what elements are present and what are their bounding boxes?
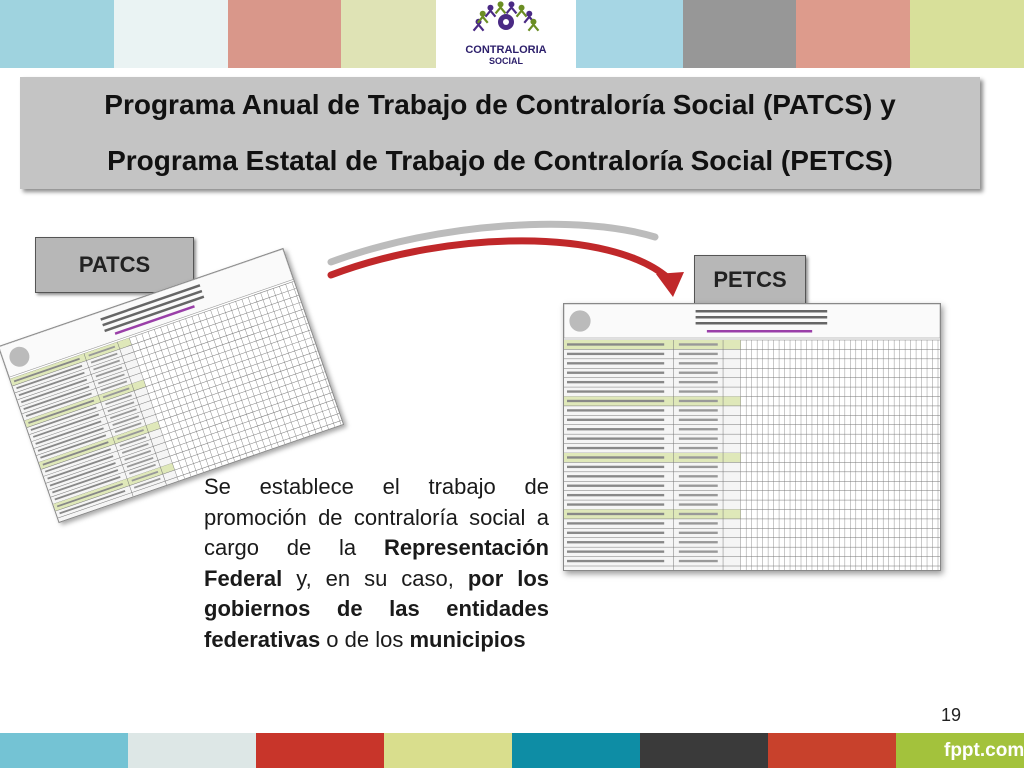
row-text-line xyxy=(679,541,718,543)
stripe-segment xyxy=(640,733,768,768)
row-text-line xyxy=(567,353,664,355)
row-text-line xyxy=(567,522,664,524)
footer-color-stripe xyxy=(0,733,1024,768)
body-segment-2: Representación Federal xyxy=(204,535,549,591)
row-text-line xyxy=(567,372,664,374)
row-text-line xyxy=(567,503,664,505)
row-text-line xyxy=(567,428,664,430)
row-text-line xyxy=(679,466,718,468)
stripe-segment xyxy=(128,733,256,768)
row-text-line xyxy=(567,343,664,345)
row-text-line xyxy=(679,437,718,439)
description-paragraph xyxy=(204,472,549,655)
row-text-line xyxy=(679,372,718,374)
header-text-line xyxy=(696,310,828,313)
row-text-line xyxy=(567,409,664,411)
row-text-line xyxy=(679,381,718,383)
header-text-line xyxy=(696,316,828,319)
row-text-line xyxy=(679,532,718,534)
stripe-segment xyxy=(768,733,896,768)
row-text-line xyxy=(679,485,718,487)
row-text-line xyxy=(679,419,718,421)
logo-line2: SOCIAL xyxy=(488,56,524,66)
header-accent-line xyxy=(707,330,812,333)
row-text-line xyxy=(679,409,718,411)
row-text-line xyxy=(567,390,664,392)
body-segment-1: Se establece el trabajo de promoción de contraloría social a cargo de la xyxy=(204,474,549,560)
row-text-line xyxy=(679,353,718,355)
row-text-line xyxy=(567,437,664,439)
stripe-segment xyxy=(256,733,384,768)
row-text-line xyxy=(567,362,664,364)
body-segment-5: o de los xyxy=(320,626,410,652)
patcs-label: PATCS xyxy=(35,237,194,293)
sheet-header xyxy=(564,304,940,338)
row-text-line xyxy=(567,456,664,458)
row-text-line xyxy=(567,513,664,515)
row-text-line xyxy=(567,494,664,496)
row-text-line xyxy=(679,503,718,505)
row-text-line xyxy=(567,550,664,552)
row-text-line xyxy=(679,390,718,392)
body-segment-4: por los gobiernos de las entidades federativas xyxy=(204,565,549,652)
row-text-line xyxy=(567,475,664,477)
row-text-line xyxy=(567,485,664,487)
row-text-line xyxy=(679,522,718,524)
title-line-2: Programa Estatal de Trabajo de Contraloría Social (PETCS) xyxy=(107,145,893,176)
stripe-segment xyxy=(0,733,128,768)
logo-line1: CONTRALORIA xyxy=(465,44,547,56)
row-text-line xyxy=(567,532,664,534)
row-text-line xyxy=(679,550,718,552)
row-text-line xyxy=(679,456,718,458)
row-text-line xyxy=(567,381,664,383)
petcs-document-thumbnail xyxy=(563,303,941,571)
row-text-line xyxy=(679,362,718,364)
header-text-line xyxy=(696,322,828,325)
fppt-brand-text: fppt.com xyxy=(944,740,1024,761)
seal-icon xyxy=(569,310,590,331)
title-line-1: Programa Anual de Trabajo de Contraloría Social (PATCS) y xyxy=(104,89,896,120)
row-text-line xyxy=(679,428,718,430)
row-text-line xyxy=(679,400,718,402)
row-text-line xyxy=(567,541,664,543)
row-text-line xyxy=(567,466,664,468)
row-text-line xyxy=(567,419,664,421)
row-text-line xyxy=(679,560,718,562)
body-segment-3: y, en su caso, xyxy=(282,565,468,591)
row-text-line xyxy=(679,447,718,449)
row-text-line xyxy=(567,447,664,449)
row-text-line xyxy=(679,475,718,477)
stripe-segment xyxy=(384,733,512,768)
petcs-label: PETCS xyxy=(694,255,806,304)
red-arrowhead-icon xyxy=(656,272,684,297)
row-text-line xyxy=(679,494,718,496)
petcs-spreadsheet-graphic xyxy=(564,304,940,570)
stripe-segment xyxy=(512,733,640,768)
row-text-line xyxy=(567,560,664,562)
row-text-line xyxy=(679,513,718,515)
row-text-line xyxy=(567,400,664,402)
slide-page-number: 19 xyxy=(941,705,962,725)
body-segment-6: municipios xyxy=(409,626,526,652)
row-text-line xyxy=(679,343,718,345)
